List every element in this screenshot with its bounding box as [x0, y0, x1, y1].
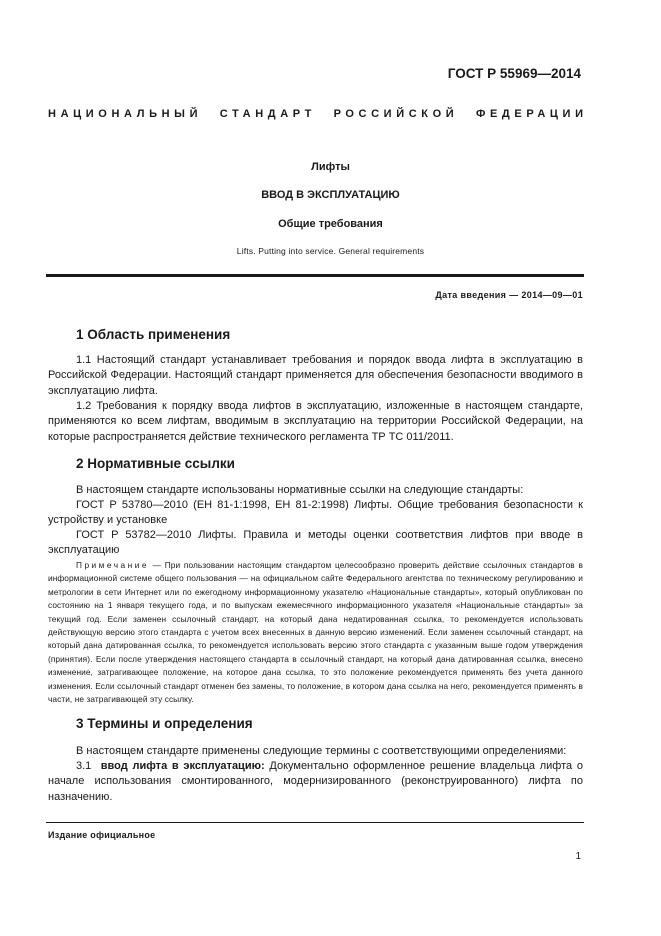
term: ввод лифта в эксплуатацию:	[100, 760, 265, 772]
title-divider	[46, 274, 584, 277]
banner-word: ФЕДЕРАЦИИ	[475, 108, 588, 120]
title-main: ВВОД В ЭКСПЛУАТАЦИЮ	[261, 189, 400, 201]
section-3-heading: 3 Термины и определения	[76, 716, 253, 731]
paragraph-1-2: 1.2 Требования к порядку ввода лифтов в эксплуатацию, изложенные в настоящем стандарте, применяются ко всем лифтам, вводимым в эксплуатацию на территории Российской Федерации, на которые распространяется действие технического регламента ТР ТС 011/2011.	[48, 400, 583, 443]
reference-gost-53782: ГОСТ Р 53782—2010 Лифты. Правила и методы оценки соответствия лифтов при вводе в эксплуатацию	[48, 529, 583, 557]
note-block: Примечание — При пользовании настоящим стандартом целесообразно проверить действие ссылочных стандартов в информационной системе общего пользования — на официальном сайте Федерального агентства по техническому регулированию и метрологии в сети Интернет или по ежегодному информационному указателю «Национальные стандарты», который опубликован по состоянию на 1 января текущего года, и по выпускам ежемесячного информационного указателя «Национальные стандарты» за текущий год. Если заменен ссылочный стандарт, на который дана недатированная ссылка, то рекомендуется использовать действующую версию этого стандарта с учетом всех внесенных в данную версию изменений. Если заменен ссылочный стандарт, на который дана датированная ссылка, то рекомендуется использовать версию этого стандарта с указанным выше годом утверждения (принятия). Если после утверждения настоящего стандарта в ссылочный стандарт, на который дана датированная ссылка, внесено изменение, затрагивающее положение, на которое дана ссылка, то это положение рекомендуется применять без учета данного изменения. Если ссылочный стандарт отменен без замены, то положение, в котором дана ссылка на него, рекомендуется применять в части, не затрагивающей эту ссылку.	[48, 560, 583, 705]
title-sub: Общие требования	[278, 218, 383, 230]
official-edition: Издание официальное	[48, 830, 156, 840]
definition-3-1: 3.1 ввод лифта в эксплуатацию: Документально оформленное решение владельца лифта о начале использования смонтированного, модернизированного (реконструированного) лифта по назначению.	[48, 760, 583, 803]
gost-number: ГОСТ Р 55969—2014	[447, 66, 581, 81]
banner-word: СТАНДАРТ	[219, 108, 316, 120]
reference-gost-53780: ГОСТ Р 53780—2010 (ЕН 81-1:1998, ЕН 81-2:1998) Лифты. Общие требования безопасности к устройству и установке	[48, 499, 583, 527]
banner-word: РОССИЙСКОЙ	[333, 108, 459, 120]
paragraph-3-intro: В настоящем стандарте применены следующие термины с соответствующими определениями:	[76, 745, 567, 757]
footer-rule	[46, 822, 584, 823]
banner-word: НАЦИОНАЛЬНЫЙ	[48, 108, 203, 120]
date-of-introduction: Дата введения — 2014—09—01	[435, 290, 583, 300]
national-standard-banner	[48, 108, 588, 120]
paragraph-2-intro: В настоящем стандарте использованы нормативные ссылки на следующие стандарты:	[76, 484, 524, 496]
paragraph-1-1: 1.1 Настоящий стандарт устанавливает требования и порядок ввода лифта в эксплуатацию в Российской Федерации. Настоящий стандарт применяется для обеспечения безопасности вводимого в эксплуатацию лифта.	[48, 354, 583, 397]
page-number: 1	[575, 851, 581, 862]
title-subject: Лифты	[311, 161, 350, 173]
title-english: Lifts. Putting into service. General requirements	[236, 246, 425, 256]
note-label: Примечание	[76, 560, 149, 570]
section-1-heading: 1 Область применения	[76, 327, 231, 342]
section-2-heading: 2 Нормативные ссылки	[76, 456, 235, 471]
